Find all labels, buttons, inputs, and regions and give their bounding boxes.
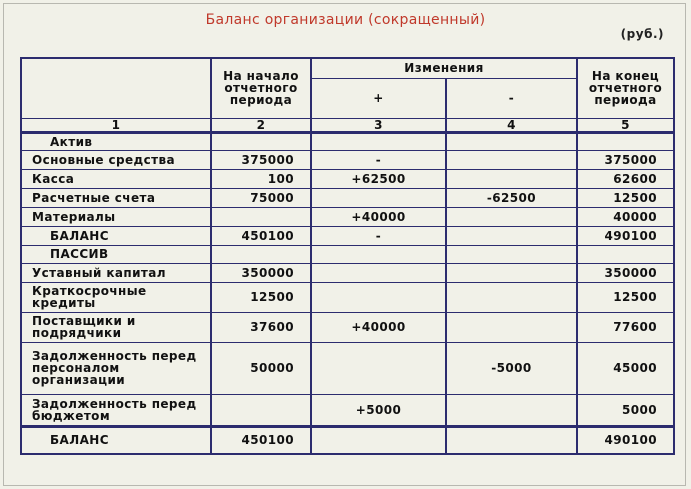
table-row [21,169,674,188]
header-changes: Изменения [311,58,577,78]
cell-minus [446,226,577,245]
header-end: На конец отчетного периода [577,58,674,118]
row-label: Касса [21,169,211,188]
cell-minus [446,426,577,454]
cell-plus [311,188,446,207]
col-num-5: 5 [577,118,674,132]
cell-begin: 450100 [211,426,311,454]
cell-plus: - [311,150,446,169]
header-plus: + [311,78,446,118]
cell-plus: +62500 [311,169,446,188]
table-row [21,394,674,426]
cell-end: 77600 [577,312,674,342]
row-label: Материалы [21,207,211,226]
cell-begin [211,245,311,263]
cell-minus [446,312,577,342]
cell-end: 40000 [577,207,674,226]
col-num-2: 2 [211,118,311,132]
table-row [21,282,674,312]
cell-plus [311,282,446,312]
cell-minus [446,394,577,426]
cell-minus: -62500 [446,188,577,207]
cell-plus [311,426,446,454]
col-num-1: 1 [21,118,211,132]
cell-begin [211,207,311,226]
cell-minus [446,207,577,226]
cell-plus: +40000 [311,312,446,342]
cell-end: 375000 [577,150,674,169]
row-label: БАЛАНС [21,426,211,454]
cell-begin [211,132,311,150]
table-row [21,132,674,150]
cell-end: 5000 [577,394,674,426]
cell-end [577,245,674,263]
cell-plus: - [311,226,446,245]
cell-plus [311,263,446,282]
row-label: Актив [21,132,211,150]
table-row [21,188,674,207]
row-label: Основные средства [21,150,211,169]
page-title: Баланс организации (сокращенный) [205,12,486,28]
table-row [21,207,674,226]
cell-minus [446,132,577,150]
row-label: Задолженность перед персоналом организации [21,342,211,394]
cell-minus [446,169,577,188]
cell-begin: 100 [211,169,311,188]
currency-unit: (руб.) [620,27,664,41]
cell-plus: +5000 [311,394,446,426]
cell-minus [446,245,577,263]
cell-end: 350000 [577,263,674,282]
cell-end: 490100 [577,426,674,454]
cell-begin: 75000 [211,188,311,207]
table-row [21,426,674,454]
col-num-3: 3 [311,118,446,132]
column-number-row [21,118,674,132]
cell-end: 12500 [577,188,674,207]
cell-end: 45000 [577,342,674,394]
cell-begin [211,394,311,426]
table-row [21,342,674,394]
cell-minus [446,263,577,282]
table-row [21,150,674,169]
cell-minus [446,150,577,169]
cell-plus [311,342,446,394]
header-row [21,58,674,78]
row-label: Задолженность перед бюджетом [21,394,211,426]
cell-plus [311,245,446,263]
cell-plus [311,132,446,150]
header-begin: На начало отчетного периода [211,58,311,118]
row-label: Краткосрочные кредиты [21,282,211,312]
cell-end: 62600 [577,169,674,188]
cell-begin: 350000 [211,263,311,282]
row-label: БАЛАНС [21,226,211,245]
cell-minus: -5000 [446,342,577,394]
cell-begin: 375000 [211,150,311,169]
cell-begin: 12500 [211,282,311,312]
col-num-4: 4 [446,118,577,132]
row-label: Расчетные счета [21,188,211,207]
row-label: Уставный капитал [21,263,211,282]
row-label: ПАССИВ [21,245,211,263]
header-minus: - [446,78,577,118]
table-row [21,312,674,342]
cell-plus: +40000 [311,207,446,226]
table-row [21,263,674,282]
cell-begin: 37600 [211,312,311,342]
row-label: Поставщики и подрядчики [21,312,211,342]
cell-end: 490100 [577,226,674,245]
header-label-cell [21,58,211,118]
cell-begin: 450100 [211,226,311,245]
table-row [21,226,674,245]
cell-begin: 50000 [211,342,311,394]
table-row [21,245,674,263]
balance-table [20,57,675,455]
cell-minus [446,282,577,312]
cell-end [577,132,674,150]
cell-end: 12500 [577,282,674,312]
